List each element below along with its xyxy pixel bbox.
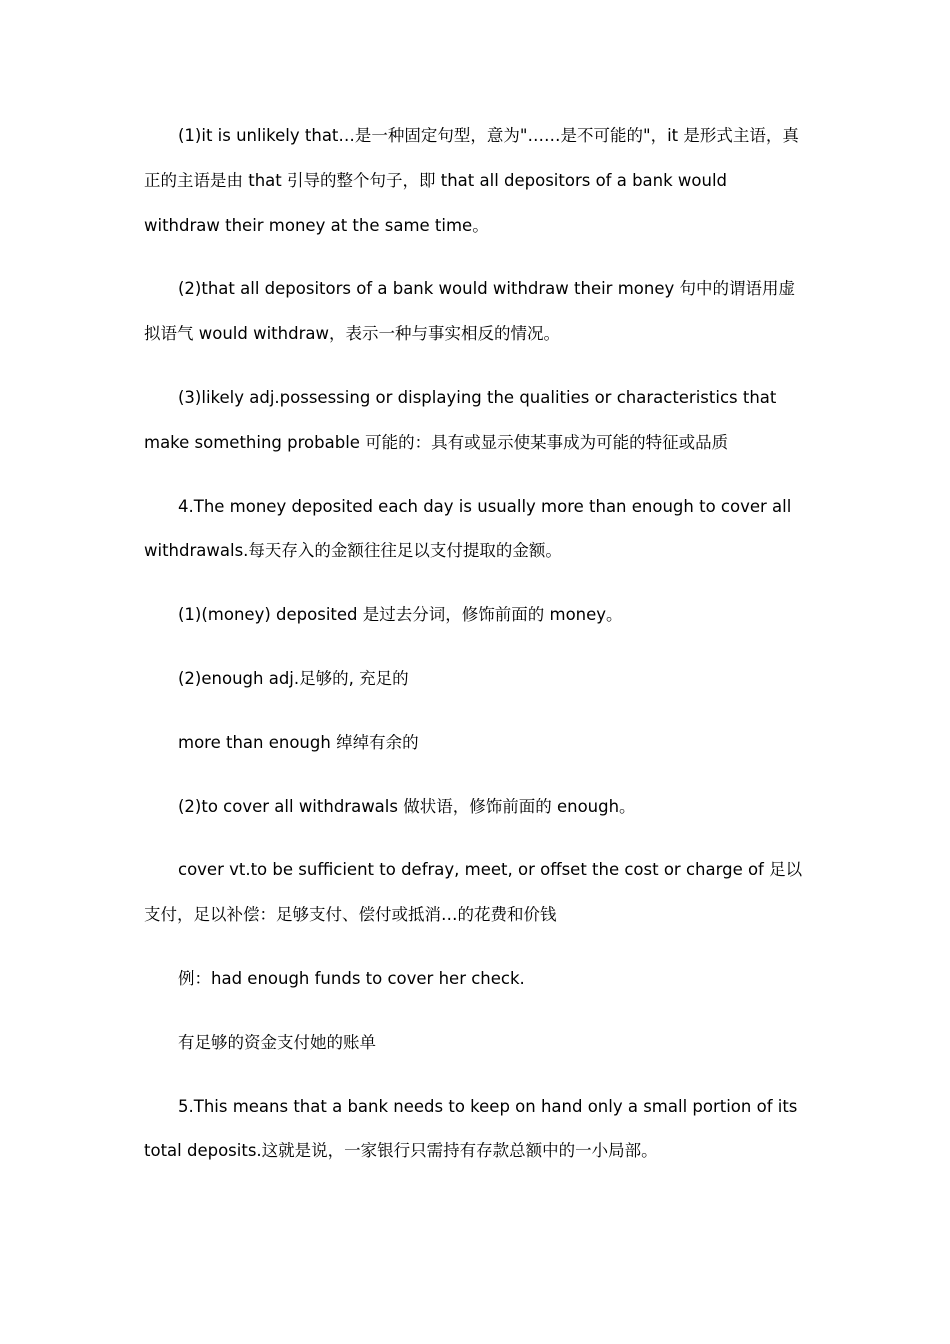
paragraph-2: (2)that all depositors of a bank would withdraw their money 句中的谓语用虚拟语气 would withdraw，表示一种与事实相反的情况。 bbox=[144, 279, 796, 344]
paragraph-12: 5.This means that a bank needs to keep on hand only a small portion of its total deposits.这就是说，一家银行只需持有存款总额中的一小局部。 bbox=[144, 1096, 798, 1161]
paragraph-7: more than enough 绰绰有余的 bbox=[178, 732, 419, 752]
paragraph-8: (2)to cover all withdrawals 做状语，修饰前面的 enough。 bbox=[178, 796, 636, 816]
document-body bbox=[144, 114, 808, 1193]
paragraph-3: (3)likely adj.possessing or displaying the qualities or characteristics that make something probable 可能的：具有或显示使某事成为可能的特征或品质 bbox=[144, 387, 777, 452]
paragraph-5: (1)(money) deposited 是过去分词，修饰前面的 money。 bbox=[178, 605, 623, 625]
paragraph-4: 4.The money deposited each day is usually more than enough to cover all withdrawals.每天存入的金额往往足以支付提取的金额。 bbox=[144, 496, 792, 561]
paragraph-6: (2)enough adj.足够的, 充足的 bbox=[178, 668, 409, 688]
paragraph-11: 有足够的资金支付她的账单 bbox=[178, 1032, 376, 1052]
paragraph-10: 例：had enough funds to cover her check. bbox=[178, 968, 525, 988]
paragraph-9: cover vt.to be sufficient to defray, meet, or offset the cost or charge of 足以支付，足以补偿：足够支付、偿付或抵消…的花费和价钱 bbox=[144, 860, 803, 925]
paragraph-1: (1)it is unlikely that…是一种固定句型，意为"……是不可能的"，it 是形式主语，真正的主语是由 that 引导的整个句子，即 that all depositors of a bank would withdraw their money at the same time。 bbox=[144, 126, 799, 235]
